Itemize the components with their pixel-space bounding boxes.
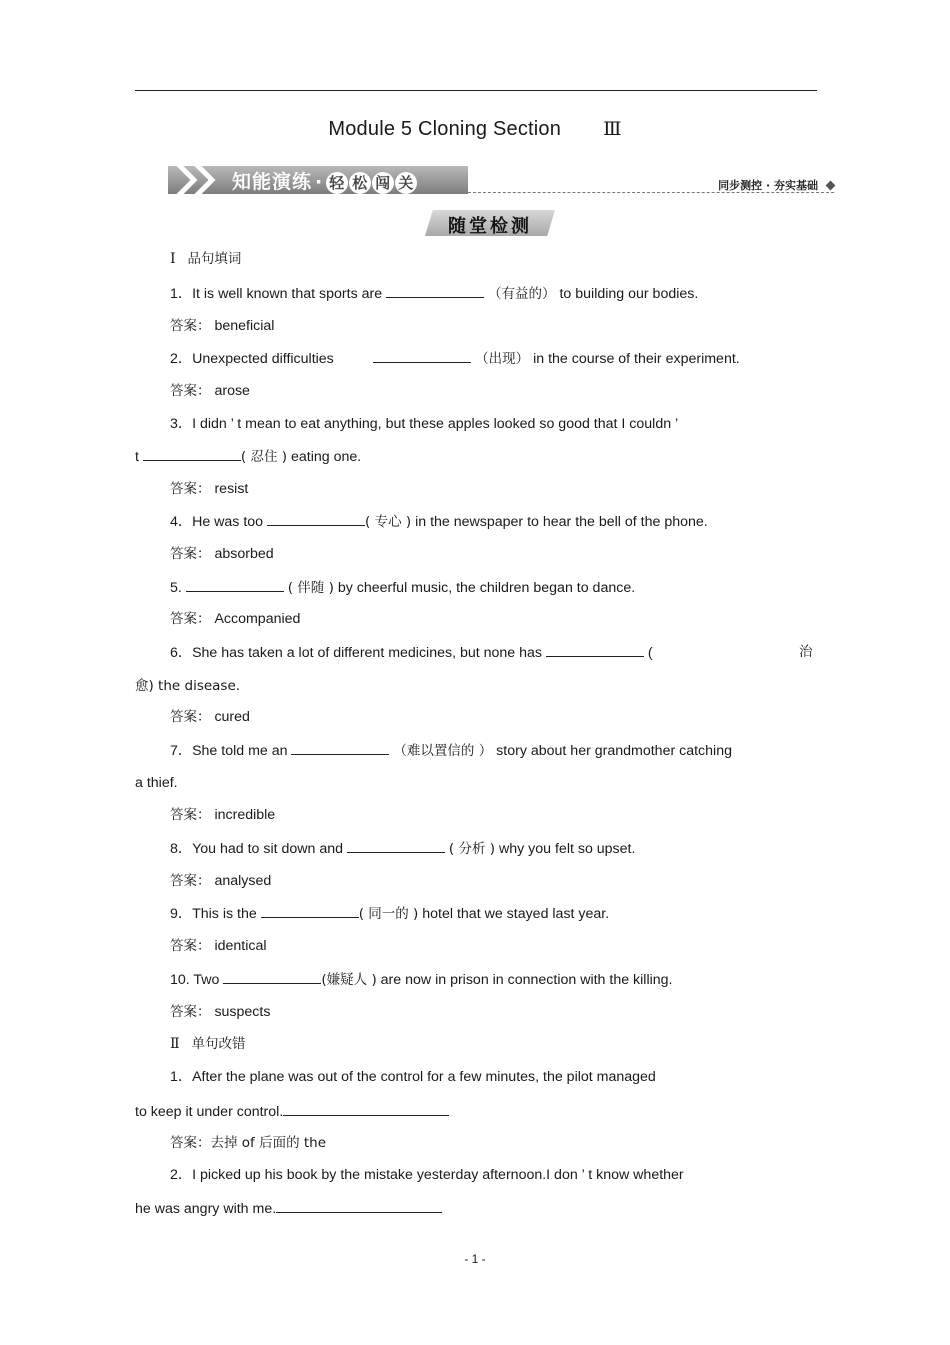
answer-label: 答案： xyxy=(170,1004,211,1020)
banner-title xyxy=(232,167,418,194)
answer-blank xyxy=(283,1102,449,1116)
question-hint: ( xyxy=(647,645,653,661)
answer-text: identical xyxy=(214,938,267,954)
question-text: are now in prison in connection with the killing. xyxy=(380,972,673,988)
answer-8 xyxy=(170,872,271,890)
question-text: 7．She told me an xyxy=(170,743,288,759)
answer-blank xyxy=(261,904,359,918)
error-question-1-cont xyxy=(135,1102,449,1121)
question-text: 10. Two xyxy=(170,972,220,988)
answer-blank xyxy=(386,284,484,298)
title-text: Module 5 Cloning Section xyxy=(328,118,562,140)
section-number: Ⅰ xyxy=(170,251,176,267)
question-1 xyxy=(170,284,698,303)
question-2 xyxy=(170,349,740,368)
answer-text: analysed xyxy=(214,873,272,889)
section-banner xyxy=(168,160,838,200)
question-6-cont xyxy=(135,677,240,695)
error-question-1 xyxy=(170,1068,656,1086)
question-text: why you felt so upset. xyxy=(499,841,636,857)
banner-char: 关 xyxy=(395,172,417,194)
answer-text: Accompanied xyxy=(214,611,301,627)
answer-7 xyxy=(170,806,275,824)
answer-blank xyxy=(267,512,365,526)
question-10 xyxy=(170,970,672,989)
answer-text: suspects xyxy=(214,1004,271,1020)
question-text: he was angry with me. xyxy=(135,1201,277,1217)
section-heading xyxy=(170,1035,245,1053)
answer-blank xyxy=(143,447,241,461)
error-question-2 xyxy=(170,1166,684,1184)
answer-text: 去掉 of 后面的 the xyxy=(210,1135,327,1151)
answer-label: 答案： xyxy=(170,546,211,562)
answer-blank xyxy=(347,839,445,853)
answer-label: 答案： xyxy=(170,873,211,889)
answer-blank xyxy=(291,741,389,755)
question-text: to keep it under control. xyxy=(135,1104,284,1120)
answer-9 xyxy=(170,937,267,955)
question-text: 1．It is well known that sports are xyxy=(170,286,383,302)
question-7-cont xyxy=(135,774,178,792)
question-9 xyxy=(170,904,609,923)
title-roman: Ⅲ xyxy=(603,118,622,140)
question-text: 4．He was too xyxy=(170,514,264,530)
banner-char: 闯 xyxy=(372,172,394,194)
answer-label: 答案： xyxy=(170,611,211,627)
section-title: 单句改错 xyxy=(191,1036,246,1052)
question-text: in the course of their experiment. xyxy=(533,351,740,367)
error-question-2-cont xyxy=(135,1199,442,1218)
question-text: 9．This is the xyxy=(170,906,257,922)
chevron-icon xyxy=(174,162,224,198)
answer-label: 答案： xyxy=(170,383,211,399)
question-text: 愈) the disease. xyxy=(135,678,241,694)
question-hint: （难以置信的 ） xyxy=(393,743,493,759)
question-text: hotel that we stayed last year. xyxy=(422,906,610,922)
question-hint: (嫌疑人 ) xyxy=(321,972,377,988)
banner-char: 松 xyxy=(349,172,371,194)
answer-text: absorbed xyxy=(214,546,274,562)
question-7 xyxy=(170,741,732,760)
answer-blank xyxy=(223,970,321,984)
question-text: 2．I picked up his book by the mistake yesterday afternoon.I don ’ t know whether xyxy=(170,1167,684,1183)
answer-label: 答案： xyxy=(170,1135,211,1151)
question-3 xyxy=(170,415,678,433)
answer-label: 答案： xyxy=(170,481,211,497)
answer-4 xyxy=(170,545,274,563)
banner-dot: · xyxy=(315,171,324,193)
answer-label: 答案： xyxy=(170,318,211,334)
question-6 xyxy=(170,643,653,662)
answer-blank xyxy=(276,1199,442,1213)
answer-label: 答案： xyxy=(170,807,211,823)
question-text: in the newspaper to hear the bell of the phone. xyxy=(415,514,708,530)
question-text: by cheerful music, the children began to dance. xyxy=(337,580,636,596)
subheading: 随堂检测 xyxy=(448,216,532,237)
answer-1 xyxy=(170,317,274,335)
question-4 xyxy=(170,512,708,531)
question-text: to building our bodies. xyxy=(559,286,699,302)
question-3-cont xyxy=(135,447,361,466)
question-text: t xyxy=(135,449,139,465)
answer-text: cured xyxy=(214,709,250,725)
answer-text: incredible xyxy=(214,807,276,823)
answer-label: 答案： xyxy=(170,938,211,954)
question-text: 3．I didn ’ t mean to eat anything, but these apples looked so good that I couldn ’ xyxy=(170,416,679,432)
question-text: story about her grandmother catching xyxy=(496,743,732,759)
answer-2 xyxy=(170,382,250,400)
diamond-icon xyxy=(826,181,836,191)
banner-title-a: 知能演练 xyxy=(232,171,313,193)
question-hint: ( 伴随 ) xyxy=(287,580,334,596)
answer-5 xyxy=(170,610,300,628)
top-rule xyxy=(135,90,817,91)
answer-text: resist xyxy=(214,481,249,497)
answer-3 xyxy=(170,480,248,498)
question-8 xyxy=(170,839,635,858)
page-title xyxy=(0,118,950,141)
question-hint: ( 专心 ) xyxy=(365,514,412,530)
answer-blank xyxy=(373,349,471,363)
answer-blank xyxy=(186,578,284,592)
question-text: 8．You had to sit down and xyxy=(170,841,344,857)
question-hint: ( 分析 ) xyxy=(448,841,496,857)
question-text: 6．She has taken a lot of different medicines, but none has xyxy=(170,645,543,661)
question-5 xyxy=(170,578,635,597)
question-6-hint-end: 治 xyxy=(799,644,813,660)
page-number: - 1 - xyxy=(464,1252,486,1266)
banner-char: 轻 xyxy=(326,172,348,194)
question-text: 5. xyxy=(170,580,182,596)
error-answer-1 xyxy=(170,1134,326,1152)
answer-label: 答案： xyxy=(170,709,211,725)
question-hint: （有益的） xyxy=(488,286,556,302)
answer-text: beneficial xyxy=(214,318,275,334)
banner-right-text: 同步测控 · 夯实基础 xyxy=(718,179,818,192)
answer-10 xyxy=(170,1003,270,1021)
section-number: Ⅱ xyxy=(170,1036,180,1052)
question-text: eating one. xyxy=(290,449,362,465)
answer-blank xyxy=(546,643,644,657)
question-text: a thief. xyxy=(135,775,178,791)
question-text: 1．After the plane was out of the control for a few minutes, the pilot managed xyxy=(170,1069,656,1085)
question-hint: ( 忍住 ) xyxy=(240,449,288,465)
answer-text: arose xyxy=(214,383,250,399)
question-hint: ( 同一的 ) xyxy=(358,906,419,922)
question-text: 2．Unexpected difficulties xyxy=(170,351,334,367)
section-heading xyxy=(170,250,241,268)
answer-6 xyxy=(170,708,250,726)
question-hint: （出现） xyxy=(475,351,530,367)
section-title: 品句填词 xyxy=(187,251,242,267)
